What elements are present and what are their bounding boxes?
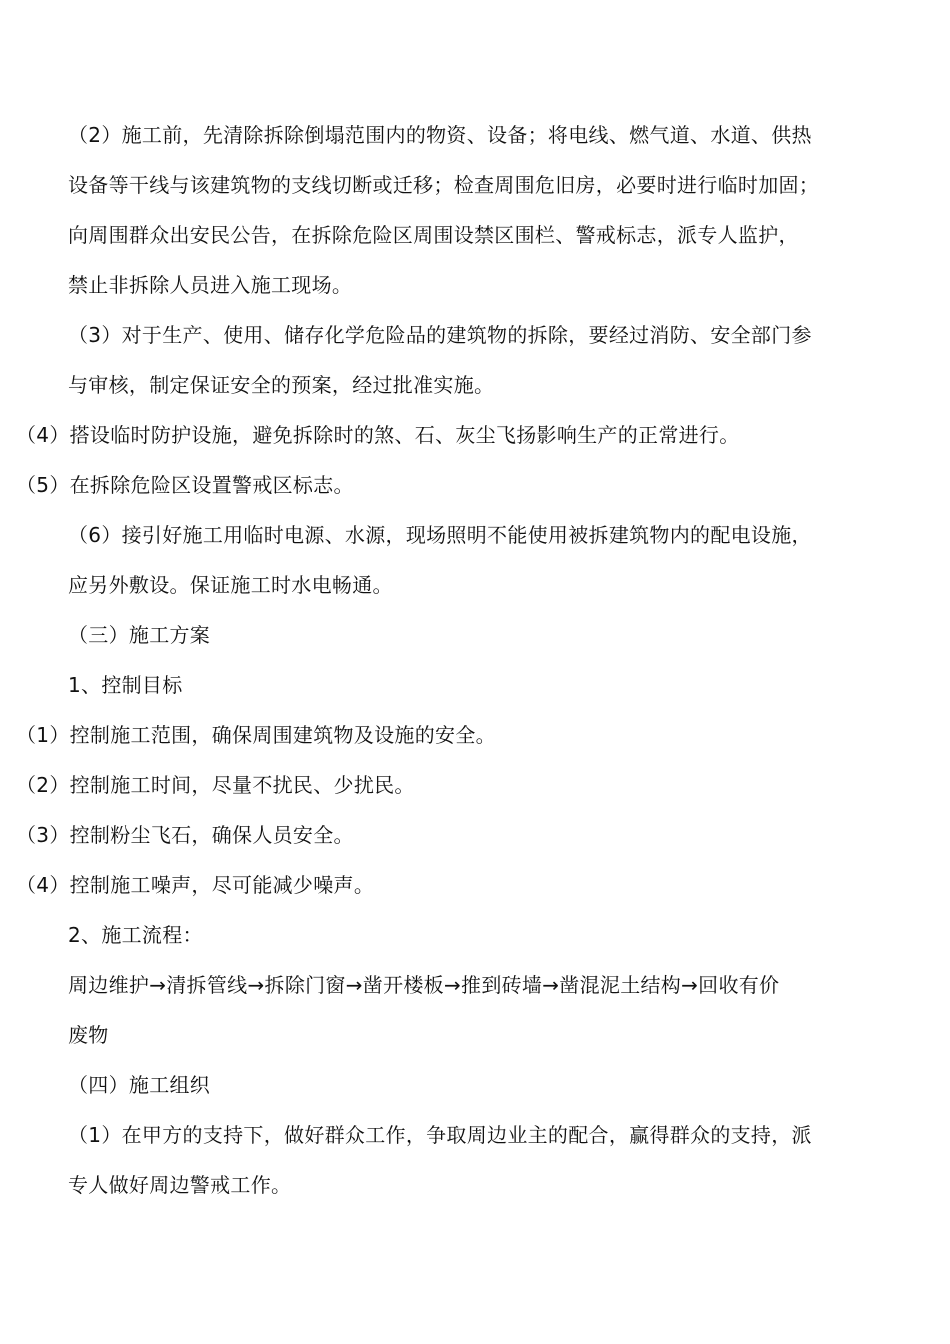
subheading-control-target: 1、控制目标 <box>68 673 183 697</box>
text-line-5: （3）对于生产、使用、储存化学危险品的建筑物的拆除，要经过消防、安全部门参 <box>68 323 812 347</box>
text-line-3: 向周围群众出安民公告，在拆除危险区周围设禁区围栏、警戒标志，派专人监护， <box>68 223 799 247</box>
text-line-21: （1）在甲方的支持下，做好群众工作，争取周边业主的配合，赢得群众的支持，派 <box>68 1123 812 1147</box>
text-line-7: （4）搭设临时防护设施，避免拆除时的煞、石、灰尘飞扬影响生产的正常进行。 <box>16 423 740 447</box>
text-line-8: （5）在拆除危险区设置警戒区标志。 <box>16 473 354 497</box>
text-line-2: 设备等干线与该建筑物的支线切断或迁移；检查周围危旧房，必要时进行临时加固； <box>68 173 820 197</box>
text-line-1: （2）施工前，先清除拆除倒塌范围内的物资、设备；将电线、燃气道、水道、供热 <box>68 123 812 147</box>
text-line-13: （1）控制施工范围，确保周围建筑物及设施的安全。 <box>16 723 496 747</box>
section-heading-4: （四）施工组织 <box>68 1073 211 1097</box>
text-line-6: 与审核，制定保证安全的预案，经过批准实施。 <box>68 373 495 397</box>
text-line-9: （6）接引好施工用临时电源、水源，现场照明不能使用被拆建筑物内的配电设施， <box>68 523 812 547</box>
subheading-construction-flow: 2、施工流程： <box>68 923 203 947</box>
text-line-4: 禁止非拆除人员进入施工现场。 <box>68 273 353 297</box>
text-line-16: （4）控制施工噪声，尽可能减少噪声。 <box>16 873 375 897</box>
text-line-15: （3）控制粉尘飞石，确保人员安全。 <box>16 823 354 847</box>
text-line-22: 专人做好周边警戒工作。 <box>68 1173 292 1197</box>
section-heading-3: （三）施工方案 <box>68 623 211 647</box>
text-line-14: （2）控制施工时间，尽量不扰民、少扰民。 <box>16 773 415 797</box>
text-line-19: 废物 <box>68 1023 109 1047</box>
text-line-10: 应另外敷设。保证施工时水电畅通。 <box>68 573 393 597</box>
text-line-18: 周边维护→清拆管线→拆除门窗→凿开楼板→推到砖墙→凿混泥土结构→回收有价 <box>68 973 780 997</box>
